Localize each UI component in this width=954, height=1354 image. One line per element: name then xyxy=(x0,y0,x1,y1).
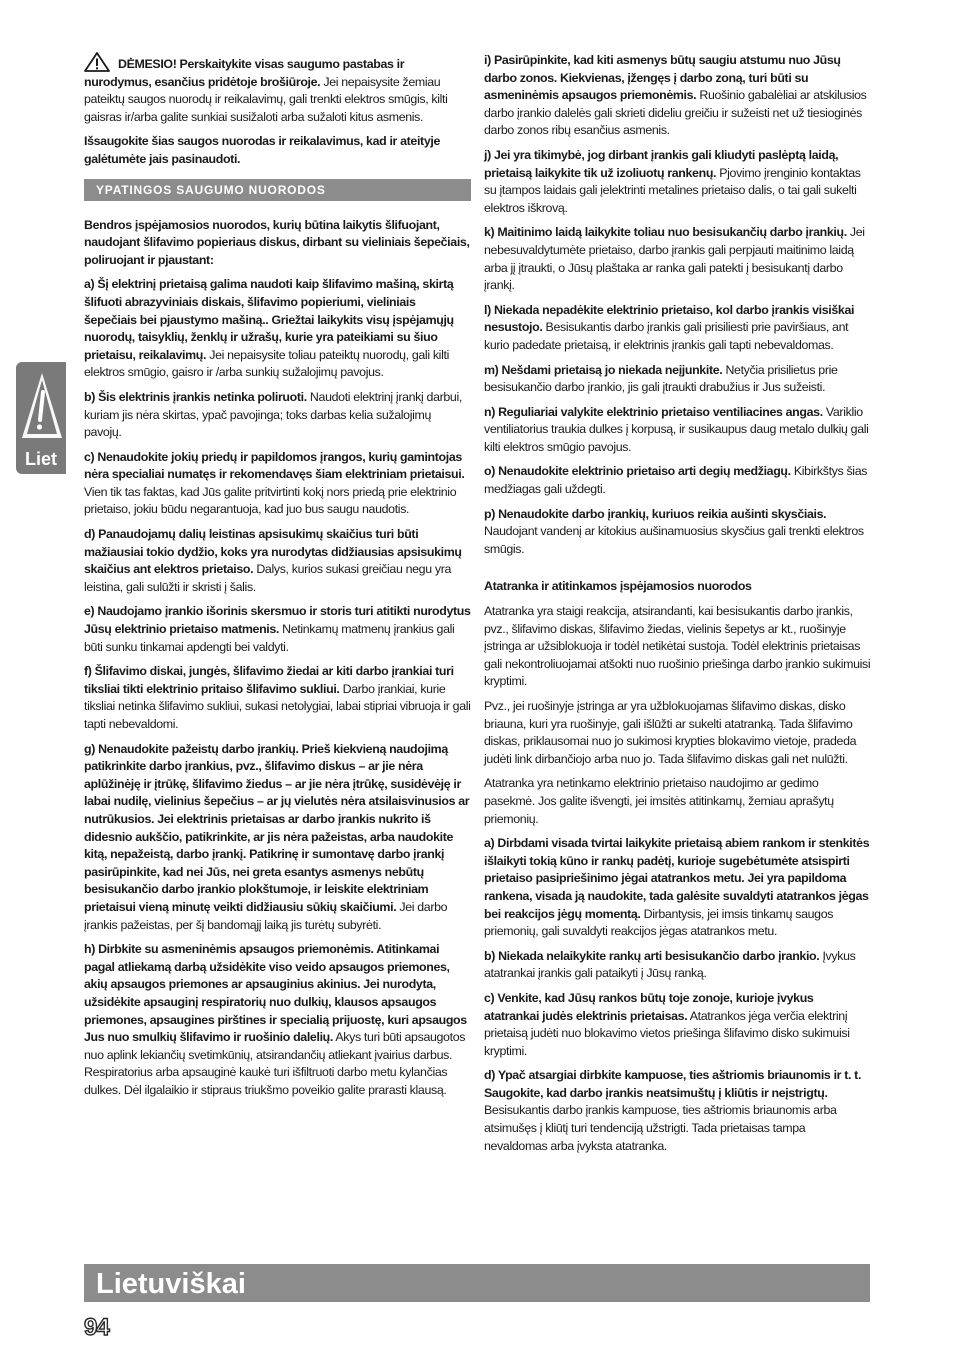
safety-item-c: c) Nenaudokite jokių priedų ir papildomos įrangos, kurių gamintojas nėra specialiai numatęs ir rekomendavęs šiam elektriniam prietaisui. Vien tik tas faktas, kad Jūs galite pritvirtinti kokį nors priedą prie elektrinio prietaiso, jokiu būdu negarantuoja, kad juo bus saugu naudotis. xyxy=(84,449,465,517)
safety-item-h: h) Dirbkite su asmeninėmis apsaugos priemonėmis. Atitinkamai pagal atliekamą darbą užsidėkite viso veido apsaugos priemones, akių apsaugos priemones ar apsauginius akinius. Jei nurodyta, užsidėkite apsauginį respiratorių nuo dulkių, klausos apsaugos priemones, apsaugines pirštines ir specialią prijuostę, kuri apsaugos Jus nuo smulkių šlifavimo ir ruošinio dalelių. Akys turi būti apsaugotos nuo aplink lekiančių svetimkūnių, atsirandančių atliekant įvairius darbus. Respiratorius arba apsauginė kaukė turi išfiltruoti darbo metu kylančias dulkes. Dėl ilgalaikio ir stipraus triukšmo poveikio galite prarasti klausą. xyxy=(84,942,467,1097)
safety-item-b: b) Šis elektrinis įrankis netinka poliruoti. Naudoti elektrinį įrankį darbui, kuriam jis nėra skirtas, ypač pavojinga; toks darbas kelia sužalojimų pavojų. xyxy=(84,389,462,440)
safety-item-l: l) Niekada nepadėkite elektrinio prietaiso, kol darbo įrankis visiškai nesustojo. Besisukantis darbo įrankis gali prisiliesti prie paviršiaus, ant kurio padedate prietaisą, ir elektrinis įrankis gali tapti nebevaldomas. xyxy=(484,302,855,352)
safety-item-f: f) Šlifavimo diskai, jungės, šlifavimo žiedai ar kiti darbo įrankiai turi tiksliai tikti elektrinio pritaiso šlifavimo sukliui. Darbo įrankiai, kurie tiksliai netinka šlifavimo sukliui, sukasi netolygiai, labai stipriai vibruoja ir gali tapti nebevaldomi. xyxy=(84,664,471,731)
kickback-paragraph-1: Atatranka yra staigi reakcija, atsirandanti, kai besisukantis darbo įrankis, pvz., šlifavimo diskas, šlifavimo žiedas, vielinis šepetys ar kt., ruošinyje įstringa ar užsiblokuoja ir todėl netikėtai sustoja. Todėl elektrinis prietaisas gali nekontroliuojamai atšokti nuo ruošinio priešinga darbo įrankio sukimuisi kryptimi. xyxy=(484,604,871,689)
exclamation-icon xyxy=(20,370,64,442)
kickback-item-d: d) Ypač atsargiai dirbkite kampuose, ties aštriomis briaunomis ir t. t. Saugokite, kad darbo įrankis neatsimuštų į kliūtis ir neįstrigtų. Besisukantis darbo įrankis kampuose, ties aštriomis briaunomis arba atsimušęs į kliūtį turi tendenciją užstrigti. Tada prietaisas tampa nevaldomas arba įvyksta atatranka. xyxy=(484,1068,862,1153)
safety-item-a: a) Šį elektrinį prietaisą galima naudoti kaip šlifavimo mašiną, skirtą šlifuoti abrazyviniais diskais, šlifavimo popieriumi, vieliniais šepečiais bei pjaustymo mašiną.. Griežtai laikykits visų įspėjamųjų nuorodų, taisyklių, ženklų ir užrašų, kurie yra pateikiami su šiuo prietaisu, reikalavimų. Jei nepaisysite toliau pateiktų nuorodų, gali kilti elektros smūgio, gaisro ir /arba sunkių sužalojimų pavojus. xyxy=(84,277,454,380)
safety-item-j: j) Jei yra tikimybė, jog dirbant įrankis gali kliudyti paslėptą laidą, prietaisą laikykite tik už izoliuotų rankenų. Pjovimo įrenginio kontaktas su įtampos laidais gali įelektrinti metalines prietaiso dalis, o tai gali sukelti elektros iškrovą. xyxy=(484,147,861,215)
safety-item-o: o) Nenaudokite elektrinio prietaiso arti degių medžiagų. Kibirkštys šias medžiagas gali uždegti. xyxy=(484,464,868,497)
page-number: 94 xyxy=(84,1314,109,1341)
safety-item-n: n) Reguliariai valykite elektrinio prietaiso ventiliacines angas. Variklio ventiliatorius traukia dulkes į korpusą, ir susikaupus daug metalo dulkių gali kilti elektros smūgio pavojus. xyxy=(484,404,869,454)
safety-item-p: p) Nenaudokite darbo įrankių, kuriuos reikia aušinti skysčiais. Naudojant vandenį ar kitokius aušinamuosius skysčius gali trenkti elektros smūgis. xyxy=(484,506,864,556)
safety-item-i: i) Pasirūpinkite, kad kiti asmenys būtų saugiu atstumu nuo Jūsų darbo zonos. Kiekvienas, įžengęs į darbo zoną, turi būti su asmeninėmis apsaugos priemonėmis. Ruošinio gabalėliai ar atskilusios darbo įrankio dalelės gali skrieti dideliu greičiu ir sužeisti net už tiesioginės darbo zonos ribų esančius asmenis. xyxy=(484,53,867,138)
kickback-paragraph-3: Atatranka yra netinkamo elektrinio prietaiso naudojimo ar gedimo pasekmė. Jos galite išvengti, jei imsitės atitinkamų, žemiau aprašytų priemonių. xyxy=(484,776,834,826)
right-column xyxy=(484,52,871,1162)
kickback-item-a: a) Dirbdami visada tvirtai laikykite prietaisą abiem rankom ir stenkitės išlaikyti tokią kūno ir rankų padėtį, kurioje sugebėtumėte atsispirti prietaiso pasipriešinimo jėgai atatrankos metu. Jei yra papildoma rankena, visada ją naudokite, tada galėsite suvaldyti atatrankos jėgas bei reakcijos jėgų momentą. Dirbantysis, jei imsis tinkamų saugos priemonių, gali suvaldyti reakcijos jėgas atatrankos metu. xyxy=(484,836,870,939)
safety-item-m: m) Nešdami prietaisą jo niekada neįjunkite. Netyčia prisilietus prie besisukančio darbo įrankio, jis gali įtraukti drabužius ir Jus sužeisti. xyxy=(484,362,838,395)
language-footer-bar: Lietuviškai xyxy=(84,1264,870,1302)
warning-paragraph xyxy=(84,52,471,126)
kickback-item-b: b) Niekada nelaikykite rankų arti besisukančio darbo įrankio. Įvykus atatrankai įrankis gali pataikyti į Jūsų ranką. xyxy=(484,948,856,981)
warning-triangle-icon xyxy=(84,52,110,72)
keep-instructions: Išsaugokite šias saugos nuorodas ir reikalavimus, kad ir ateityje galėtumėte jais pasinaudoti. xyxy=(84,134,441,166)
kickback-paragraph-2: Pvz., jei ruošinyje įstringa ar yra užblokuojamas šlifavimo diskas, disko briauna, kuri yra ruošinyje, gali išlūžti ar sukelti atatranką. Tada šlifavimo diskas, priklausomai nuo jo sukimosi krypties blokavimo vietoje, pradeda judėti link dirbančiojo arba nuo jo. Tada šlifavimo diskas gali net nulūžti. xyxy=(484,699,857,766)
safety-item-g: g) Nenaudokite pažeistų darbo įrankių. Prieš kiekvieną naudojimą patikrinkite darbo įrankius, pvz., šlifavimo diskus – ar jie nėra aplūžinėję ir įtrūkę, šlifavimo žiedus – ar jie nėra įtrūkę, susidėvėję ir labai nudilę, vielinius šepečius – ar jų vielutės nėra atsilaisvinusios ar nutrūkusios. Jei elektrinis prietaisas ar darbo įrankis nukrito iš didesnio aukščio, patikrinkite, ar jis nėra pažeistas, arba naudokite kitą, nepažeistą, darbo įrankį. Patikrinę ir sumontavę darbo įrankį pasirūpinkite, kad nei Jūs, nei greta esantys asmenys nebūtų besisukančio darbo įrankio plokštumoje, ir leiskite elektriniam prietaisui vieną minutę veikti didžiausiu sūkių skaičiumi. Jei darbo įrankis pažeistas, per šį bandomąjį laiką jis turėtų subyrėti. xyxy=(84,741,470,932)
side-tab-label: Liet xyxy=(24,449,57,469)
kickback-item-c: c) Venkite, kad Jūsų rankos būtų toje zonoje, kurioje įvykus atatrankai judės elektrinis prietaisas. Atatrankos jėga verčia elektrinį prietaisą judėti nuo blokavimo vietos priešinga šlifavimo disko sukimuisi kryptimi. xyxy=(484,990,850,1058)
kickback-heading: Atatranka ir atitinkamos įspėjamosios nuorodos xyxy=(484,579,752,594)
language-side-tab xyxy=(16,362,66,474)
safety-item-e: e) Naudojamo įrankio išorinis skersmuo ir storis turi atitikti nurodytus Jūsų elektrinio prietaiso matmenis. Netinkamų matmenų įrankius gali būti sunku tinkamai apdengti bei valdyti. xyxy=(84,604,471,654)
section-title-bar: YPATINGOS SAUGUMO NUORODOS xyxy=(84,179,471,201)
intro-paragraph: Bendros įspėjamosios nuorodos, kurių būtina laikytis šlifuojant, naudojant šlifavimo popieriaus diskus, dirbant su vieliniais šepečiais, poliruojant ir pjaustant: xyxy=(84,217,470,267)
left-column xyxy=(84,52,471,1106)
warning-bold: DĖMESIO! Perskaitykite visas saugumo pastabas ir nurodymus, esančius pridėtoje brošiūroje. xyxy=(84,57,405,89)
safety-item-d: d) Panaudojamų dalių leistinas apsisukimų skaičius turi būti mažiausiai tokio dydžio, koks yra nurodytas didžiausias apsisukimų skaičius ant elektros prietaiso. Dalys, kurios sukasi greičiau negu yra leistina, gali sulūžti ir skristi į šalis. xyxy=(84,527,462,594)
warning-text: Jei nepaisysite žemiau pateiktų saugos nuorodų ir reikalavimų, gali trenkti elektros smūgis, kilti gaisras ir/arba galite sunkiai susižaloti arba sužaloti kitus asmenis. xyxy=(84,74,448,124)
safety-item-k: k) Maitinimo laidą laikykite toliau nuo besisukančių darbo įrankių. Jei nebesuvaldytumėte prietaiso, darbo įrankis gali perpjauti maitinimo laidą arba jį įtraukti, o Jūsų plaštaka ar ranka gali patekti į besisukantį darbo įrankį. xyxy=(484,225,865,293)
